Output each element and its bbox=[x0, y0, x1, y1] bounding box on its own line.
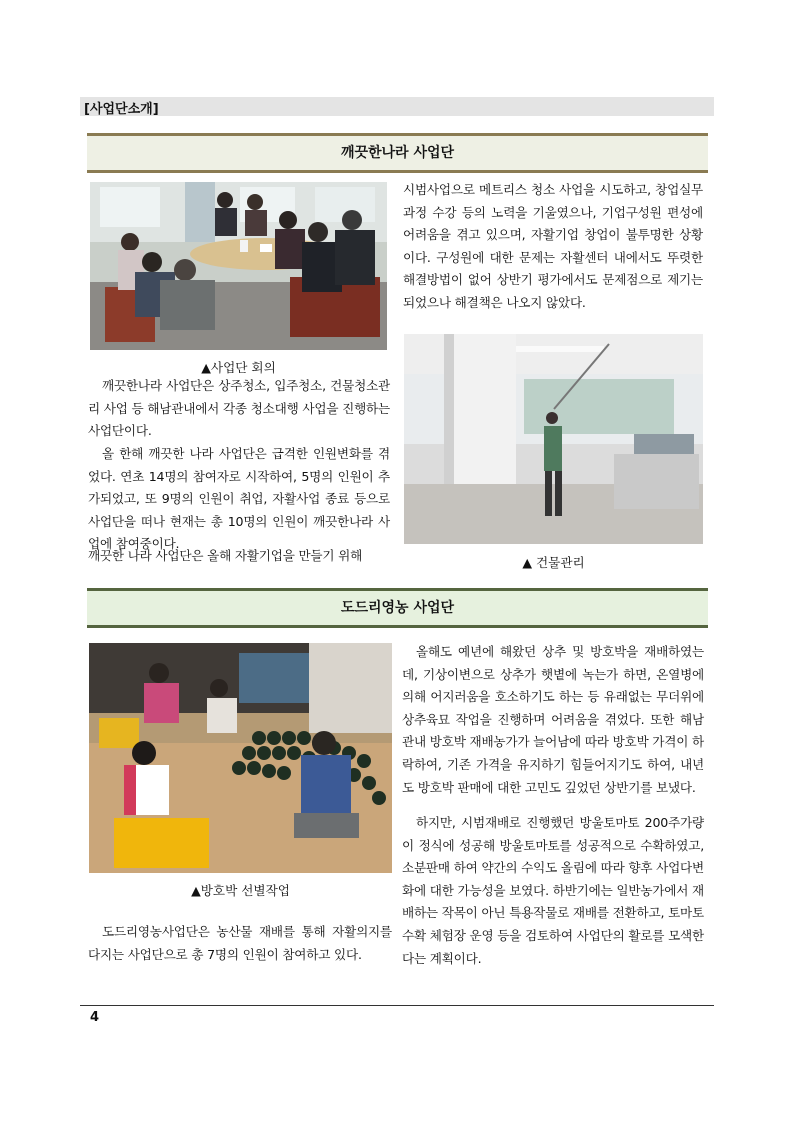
section-header-label: [사업단소개] bbox=[84, 102, 159, 117]
section2-title: 도드리영농 사업단 bbox=[87, 588, 708, 628]
section2-paragraph-right-2: 하지만, 시범재배로 진행했던 방울토마토 200주가량이 정식에 성공해 방울토마토를 성공적으로 수확하였고, 소분판매 하여 약간의 수익도 올림에 따라 향후 사업다변화에 대한 가능성을 보였다. 하반기에는 일반농가에서 재배하는 작목이 아닌 특용작물로 재배를 전환하고, 토마토 수확 체험장 운영 등을 검토하여 사업단의 활로를 모색한다는 계획이다. bbox=[402, 815, 704, 966]
section-header-bar bbox=[80, 97, 714, 116]
section2-paragraph-right-1: 올해도 예년에 해왔던 상추 및 방호박을 재배하였는데, 기상이변으로 상추가 햇볕에 녹는가 하면, 온열병에 의해 어지러움을 호소하기도 하는 등 유래없는 무더위에 상추육묘 작업을 진행하며 어려움을 겪었다. 또한 해남 관내 방호박 재배농가가 늘어남에 따라 방호박 가격이 하락하여, 기존 가격을 유지하기 힘들어지기도 하여, 내년도 방호박 판매에 대한 고민도 깊었던 상반기를 보냈다. bbox=[402, 644, 704, 795]
pumpkin-sorting-photo bbox=[89, 643, 392, 873]
building-cleaning-caption: ▲ 건물관리 bbox=[522, 555, 585, 570]
section1-paragraph-1: 깨끗한나라 사업단은 상주청소, 입주청소, 건물청소관리 사업 등 해남관내에서 각종 청소대행 사업을 진행하는 사업단이다. bbox=[88, 378, 390, 439]
page-number: 4 bbox=[90, 1010, 100, 1025]
building-cleaning-photo bbox=[404, 334, 703, 544]
section1-title: 깨끗한나라 사업단 bbox=[87, 133, 708, 173]
footer-divider bbox=[80, 1005, 714, 1006]
section2-paragraph-left: 도드리영농사업단은 농산물 재배를 통해 자활의지를 다지는 사업단으로 총 7명의 인원이 참여하고 있다. bbox=[88, 924, 392, 962]
meeting-photo bbox=[90, 182, 387, 350]
pumpkin-sorting-caption: ▲방호박 선별작업 bbox=[191, 883, 290, 898]
section1-paragraph-2: 올 한해 깨끗한 나라 사업단은 급격한 인원변화를 겪었다. 연초 14명의 참여자로 시작하여, 5명의 인원이 추가되었고, 또 9명의 인원이 취업, 자활사업 종료 등으로 사업단을 떠나 현재는 총 10명의 인원이 깨끗한나라 사업에 참여중이다. bbox=[88, 446, 390, 552]
meeting-photo-caption: ▲사업단 회의 bbox=[201, 360, 276, 375]
section1-paragraph-right: 시범사업으로 메트리스 청소 사업을 시도하고, 창업실무과정 수강 등의 노력을 기울였으나, 기업구성원 편성에 어려움을 겪고 있으며, 자활기업 창업이 불투명한 상황이다. 구성원에 대한 문제는 자활센터 내에서도 뚜렷한 해결방법이 없어 상반기 평가에서도 문제점으로 제기는 되었으나 해결책은 나오지 않았다. bbox=[403, 182, 703, 310]
section1-paragraph-3: 깨끗한 나라 사업단은 올해 자활기업을 만들기 위해 bbox=[88, 548, 363, 563]
